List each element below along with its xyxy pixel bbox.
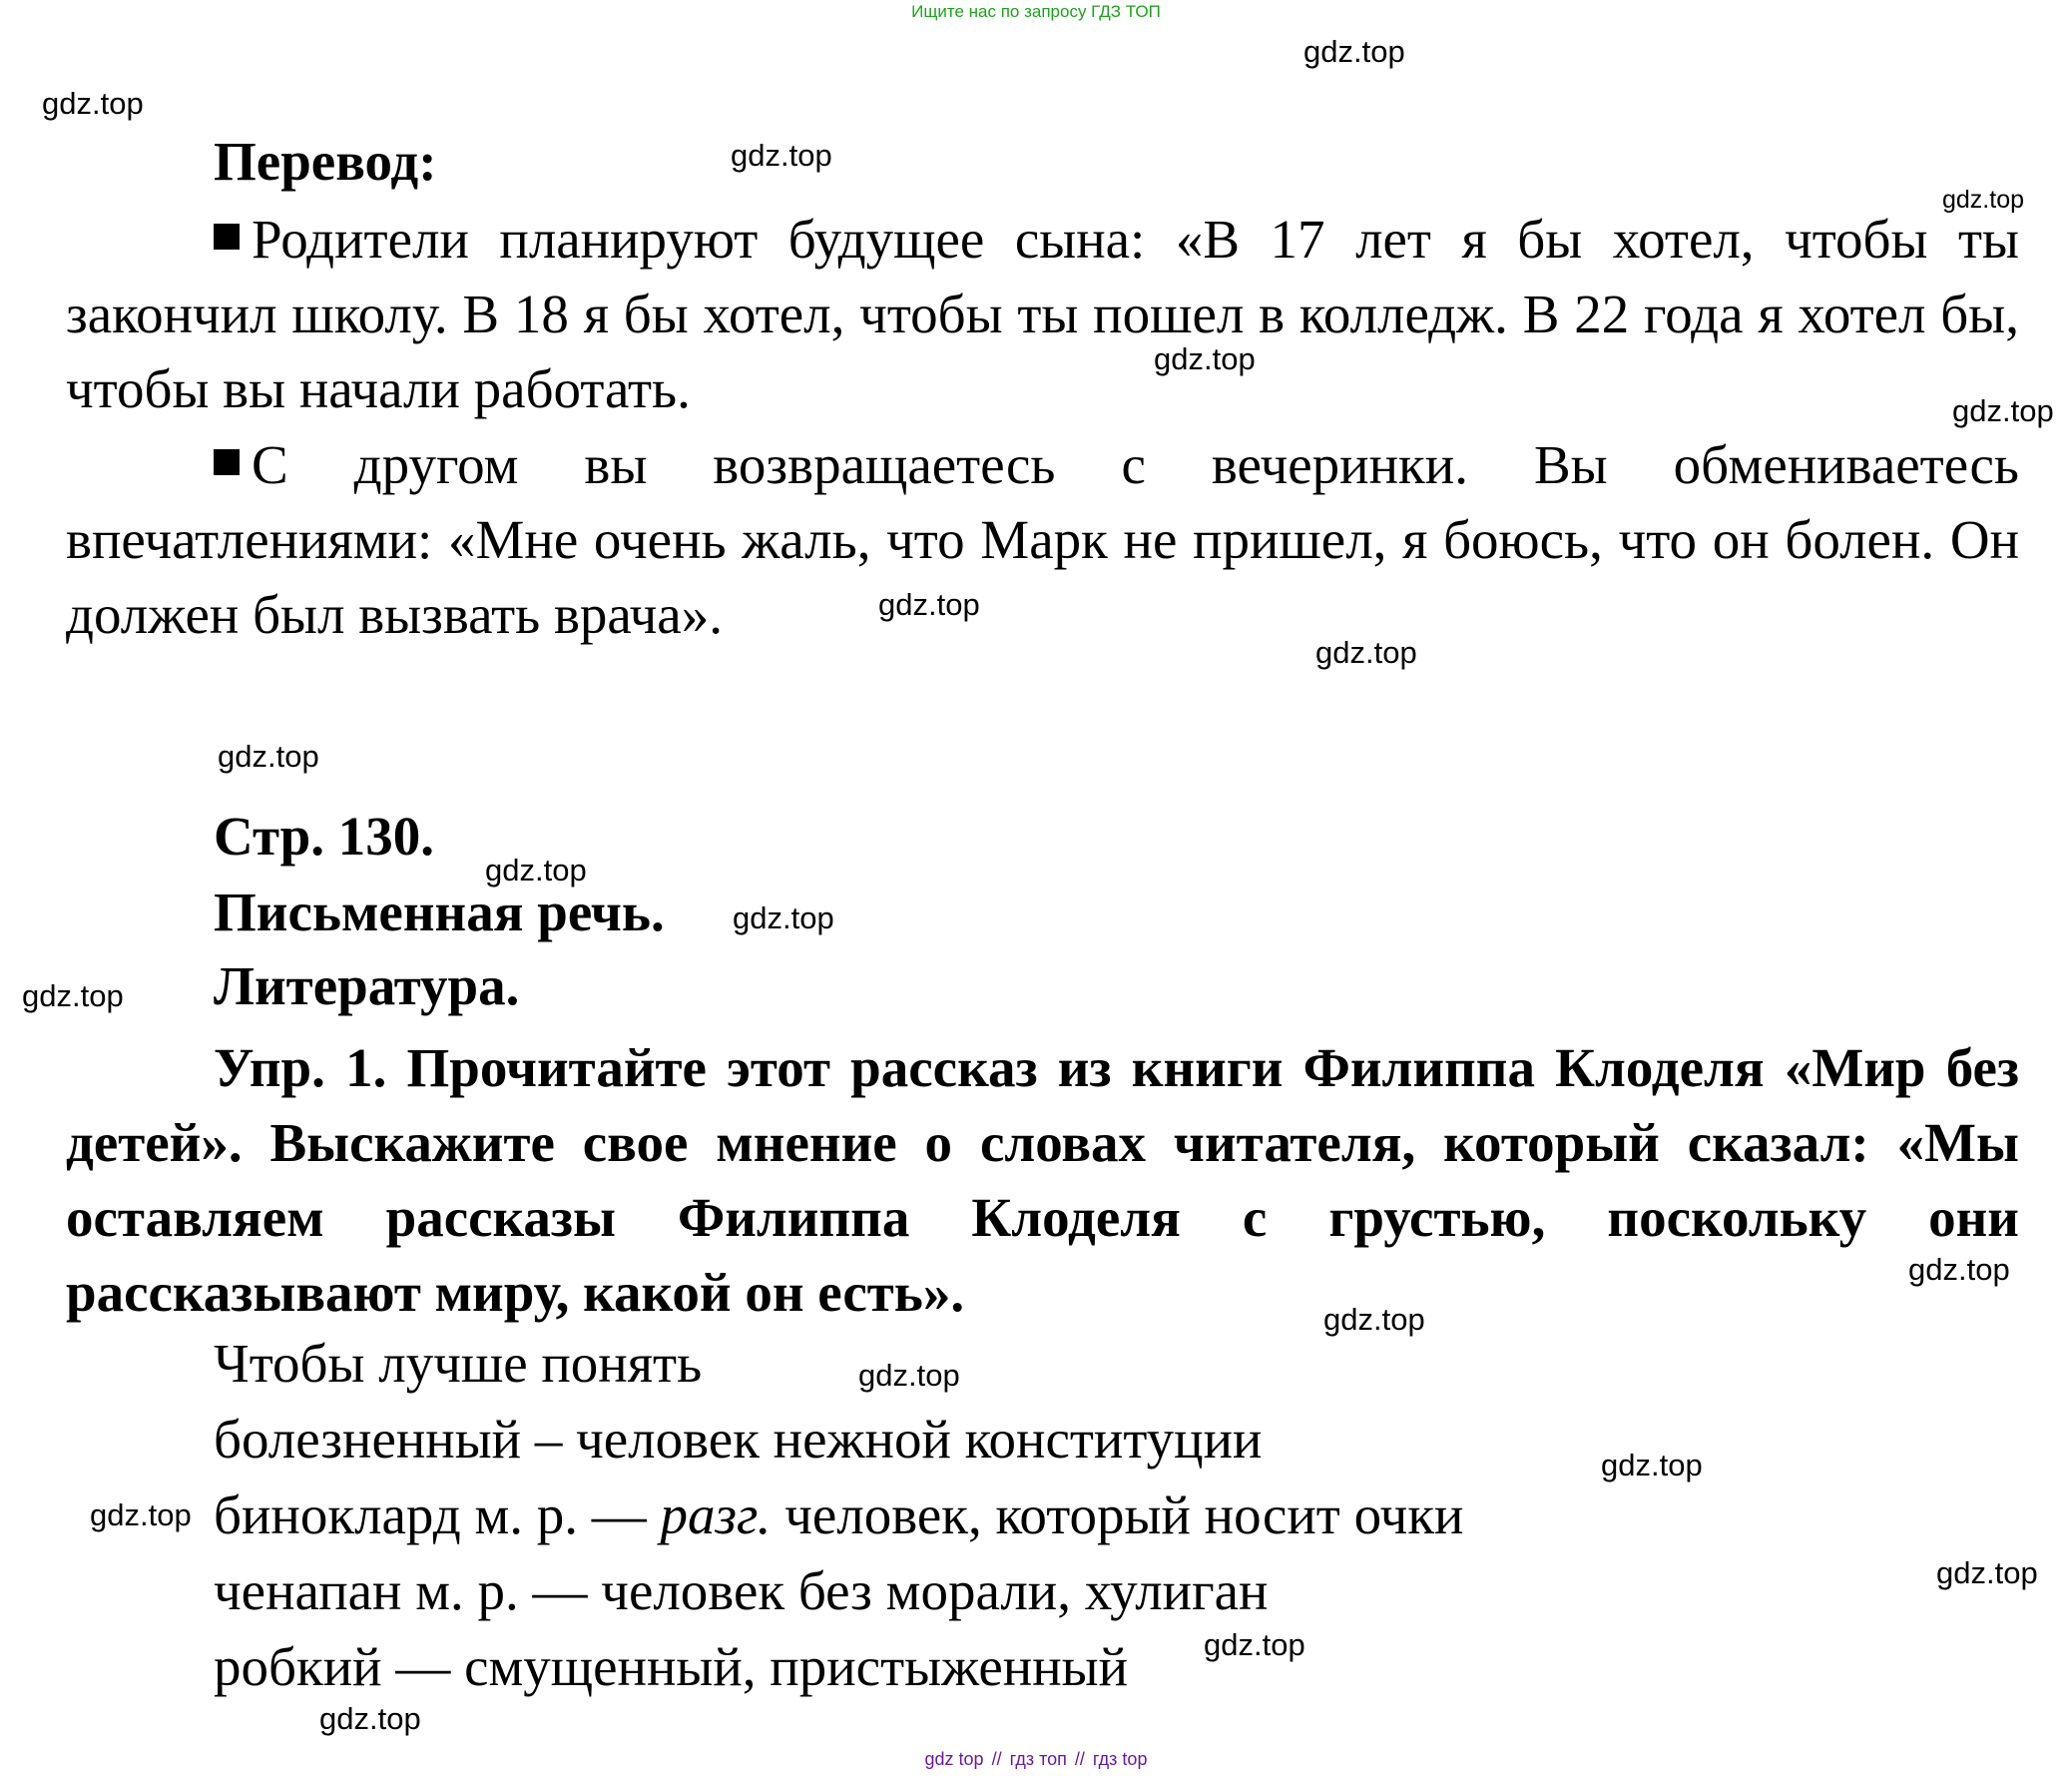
watermark: gdz.top: [733, 900, 834, 935]
section-heading: Письменная речь.: [214, 882, 665, 942]
search-banner: Ищите нас по запросу ГДЗ ТОП: [911, 2, 1161, 21]
watermark: gdz.top: [218, 739, 319, 774]
vocab-item: ченапан м. р. — человек без морали, хулиган: [214, 1560, 1269, 1621]
footer: [0, 1749, 2072, 1770]
watermark: gdz.top: [1908, 1252, 2010, 1287]
bullet-square-icon: [214, 224, 240, 250]
page-heading: Стр. 130.: [214, 806, 435, 867]
vocab-item: болезненный – человек нежной конституции: [214, 1409, 1263, 1470]
watermark: gdz.top: [858, 1358, 960, 1393]
watermark: gdz.top: [731, 138, 832, 173]
watermark: gdz.top: [1942, 186, 2025, 214]
watermark: gdz.top: [1303, 34, 1405, 69]
watermark: gdz.top: [22, 978, 124, 1013]
watermark: gdz.top: [1315, 635, 1417, 670]
footer-link[interactable]: gdz top: [924, 1749, 984, 1769]
paragraph-2: С другом вы возвращаетесь с вечеринки. Вы обмениваетесь впечатлениями: «Мне очень жаль, что Марк не пришел, я боюсь, что он болен. Он должен был вызвать врача».: [66, 434, 2019, 645]
watermark: gdz.top: [1601, 1448, 1703, 1482]
footer-link[interactable]: гдз top: [1092, 1749, 1148, 1769]
vocab-intro: Чтобы лучше понять: [214, 1333, 703, 1394]
watermark: gdz.top: [319, 1701, 421, 1736]
footer-separator: //: [1074, 1749, 1085, 1769]
watermark: gdz.top: [1204, 1627, 1305, 1662]
footer-link[interactable]: гдз топ: [1009, 1749, 1067, 1769]
watermark: gdz.top: [1154, 341, 1256, 376]
footer-separator: //: [991, 1749, 1002, 1769]
watermark: gdz.top: [90, 1497, 192, 1532]
vocab-item: биноклард м. р. — разг. человек, который носит очки: [214, 1484, 1464, 1545]
watermark: gdz.top: [1936, 1555, 2038, 1590]
paragraph-1: Родители планируют будущее сына: «В 17 лет я бы хотел, чтобы ты закончил школу. В 18 я бы хотел, чтобы ты пошел в колледж. В 22 года я хотел бы, чтобы вы начали работать.: [66, 209, 2019, 419]
vocab-item: робкий — смущенный, пристыженный: [214, 1636, 1129, 1697]
bullet-square-icon: [214, 449, 240, 475]
watermark: gdz.top: [1952, 393, 2054, 428]
translation-heading: Перевод:: [214, 131, 437, 192]
watermark: gdz.top: [42, 86, 144, 121]
subsection-heading: Литература.: [214, 955, 520, 1016]
watermark: gdz.top: [1323, 1302, 1425, 1337]
watermark: gdz.top: [485, 853, 587, 888]
exercise-text: Упр. 1. Прочитайте этот рассказ из книги Филиппа Клоделя «Мир без детей». Выскажите свое мнение о словах читателя, который сказал: «Мы оставляем рассказы Филиппа Клоделя с грустью, поскольку они рассказывают миру, какой он есть».: [66, 1037, 2019, 1323]
watermark: gdz.top: [878, 587, 980, 622]
